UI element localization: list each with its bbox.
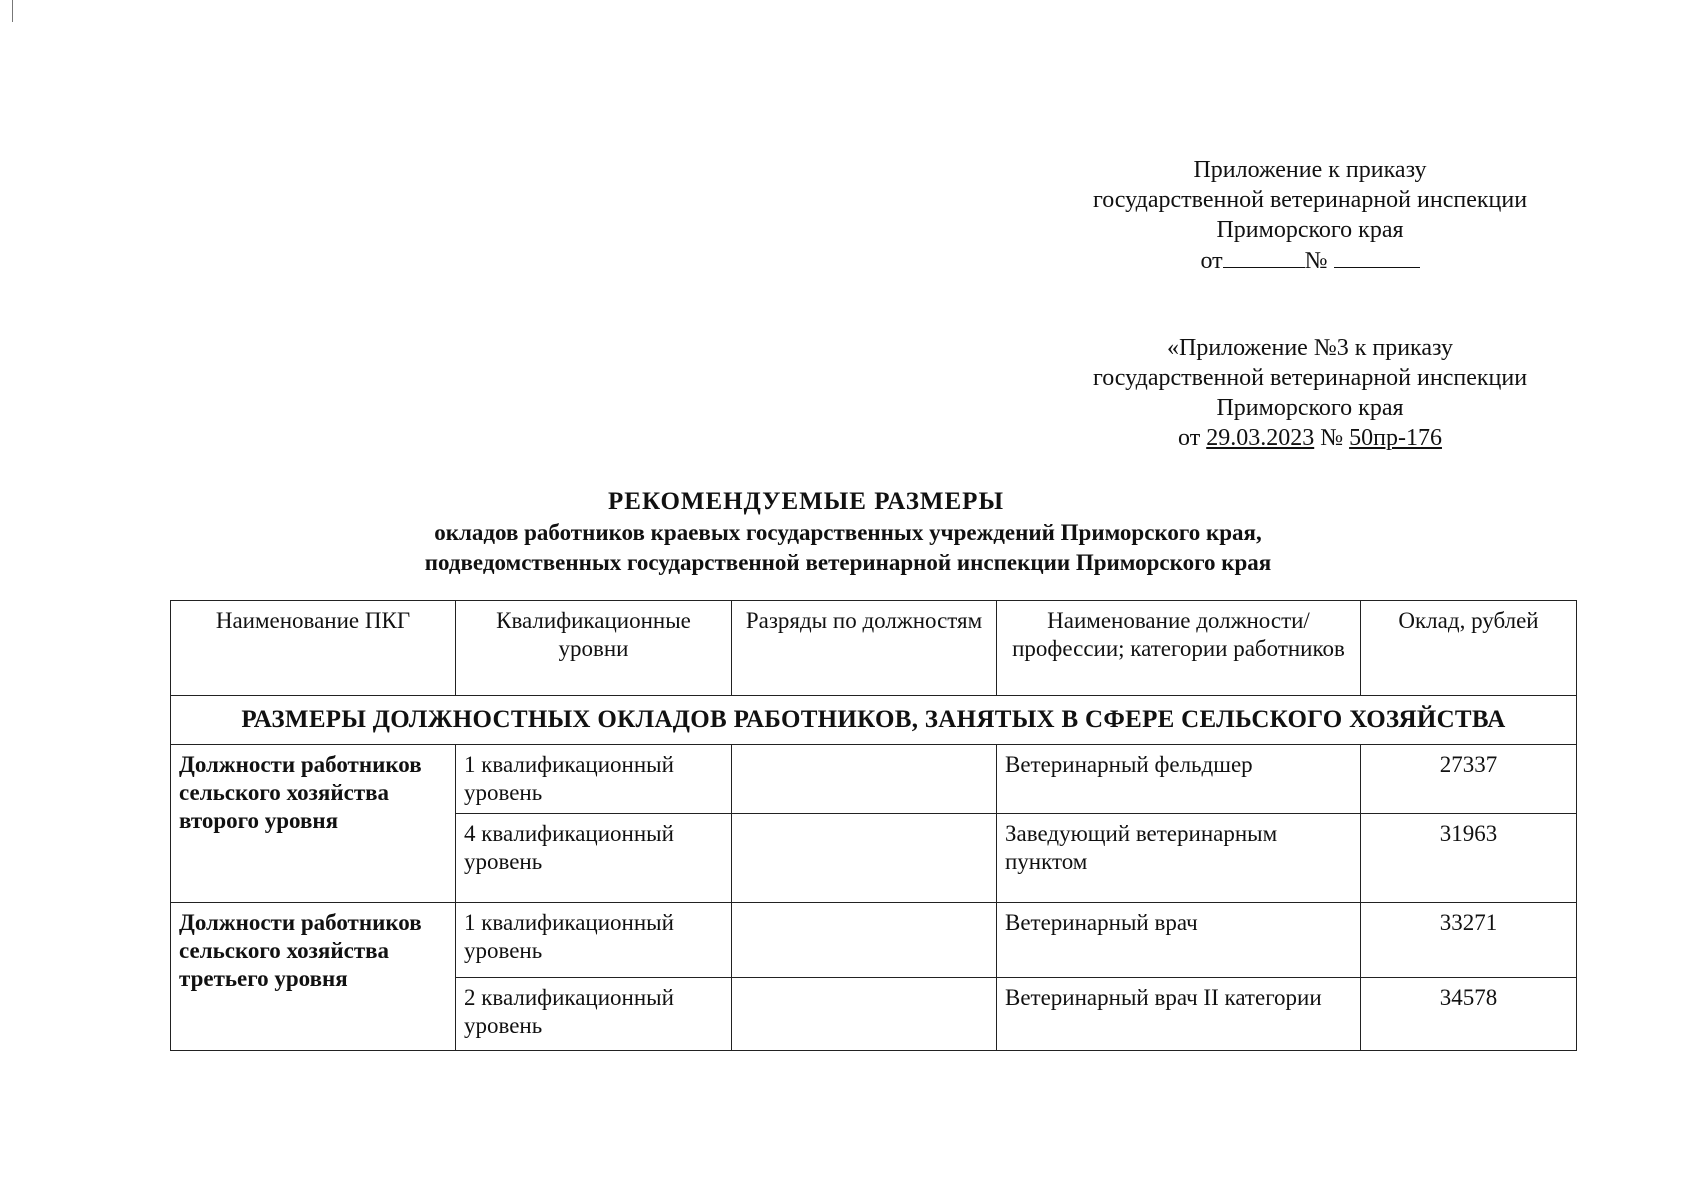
date-prefix: от [1178,425,1201,451]
appendix-line: Приложение к приказу [1193,157,1427,183]
appendix-header-original [1030,333,1590,453]
salary-cell: 33271 [1361,903,1577,978]
position-cell: Ветеринарный врач [997,903,1361,978]
appendix-header-order [1030,155,1590,276]
level-cell: 1 квалификационный уровень [456,903,732,978]
number-prefix: № [1320,425,1344,451]
level-cell: 4 квалификационный уровень [456,814,732,903]
salary-table [170,600,1577,1051]
table-row [171,903,1577,978]
header-cell-salary: Оклад, рублей [1361,601,1577,696]
level-cell: 2 квалификационный уровень [456,978,732,1051]
order-date: 29.03.2023 [1206,425,1315,451]
document-subtitle-line-2: подведомственных государственной ветеринарной инспекции Приморского края [424,550,1272,575]
grade-cell [732,814,997,903]
level-cell: 1 квалификационный уровень [456,745,732,814]
salary-cell: 34578 [1361,978,1577,1051]
header-cell-position: Наименование должности/профессии; категории работников [997,601,1361,696]
salary-cell: 27337 [1361,745,1577,814]
appendix-line: Приморского края [1216,395,1404,421]
document-subtitle-line-1: окладов работников краевых государственных учреждений Приморского края, [434,520,1262,545]
grade-cell [732,978,997,1051]
date-blank [1223,245,1305,268]
number-blank [1334,245,1420,268]
table-row [171,745,1577,814]
number-prefix: № [1304,248,1328,274]
grade-cell [732,745,997,814]
grade-cell [732,903,997,978]
header-cell-grades: Разряды по должностям [732,601,997,696]
position-cell: Заведующий ветеринарным пунктом [997,814,1361,903]
group-name-cell: Должности работников сельского хозяйства третьего уровня [171,903,456,1051]
scan-margin-mark [12,0,13,22]
group-name-cell: Должности работников сельского хозяйства второго уровня [171,745,456,903]
position-cell: Ветеринарный фельдшер [997,745,1361,814]
table-header-row [171,601,1577,696]
position-cell: Ветеринарный врач II категории [997,978,1361,1051]
header-cell-levels: Квалификационные уровни [456,601,732,696]
section-title: РАЗМЕРЫ ДОЛЖНОСТНЫХ ОКЛАДОВ РАБОТНИКОВ, ЗАНЯТЫХ В СФЕРЕ СЕЛЬСКОГО ХОЗЯЙСТВА [171,696,1577,745]
appendix-line: государственной ветеринарной инспекции [1092,187,1528,213]
appendix-date-line [1030,423,1590,453]
section-row [171,696,1577,745]
date-prefix: от [1200,248,1223,274]
appendix-line: «Приложение №3 к приказу [1167,335,1453,361]
appendix-date-line [1030,245,1590,276]
appendix-line: Приморского края [1216,217,1404,243]
document-title: РЕКОМЕНДУЕМЫЕ РАЗМЕРЫ [608,488,1004,515]
order-number: 50пр-176 [1349,425,1442,451]
salary-cell: 31963 [1361,814,1577,903]
header-cell-pkg: Наименование ПКГ [171,601,456,696]
appendix-line: государственной ветеринарной инспекции [1092,365,1528,391]
